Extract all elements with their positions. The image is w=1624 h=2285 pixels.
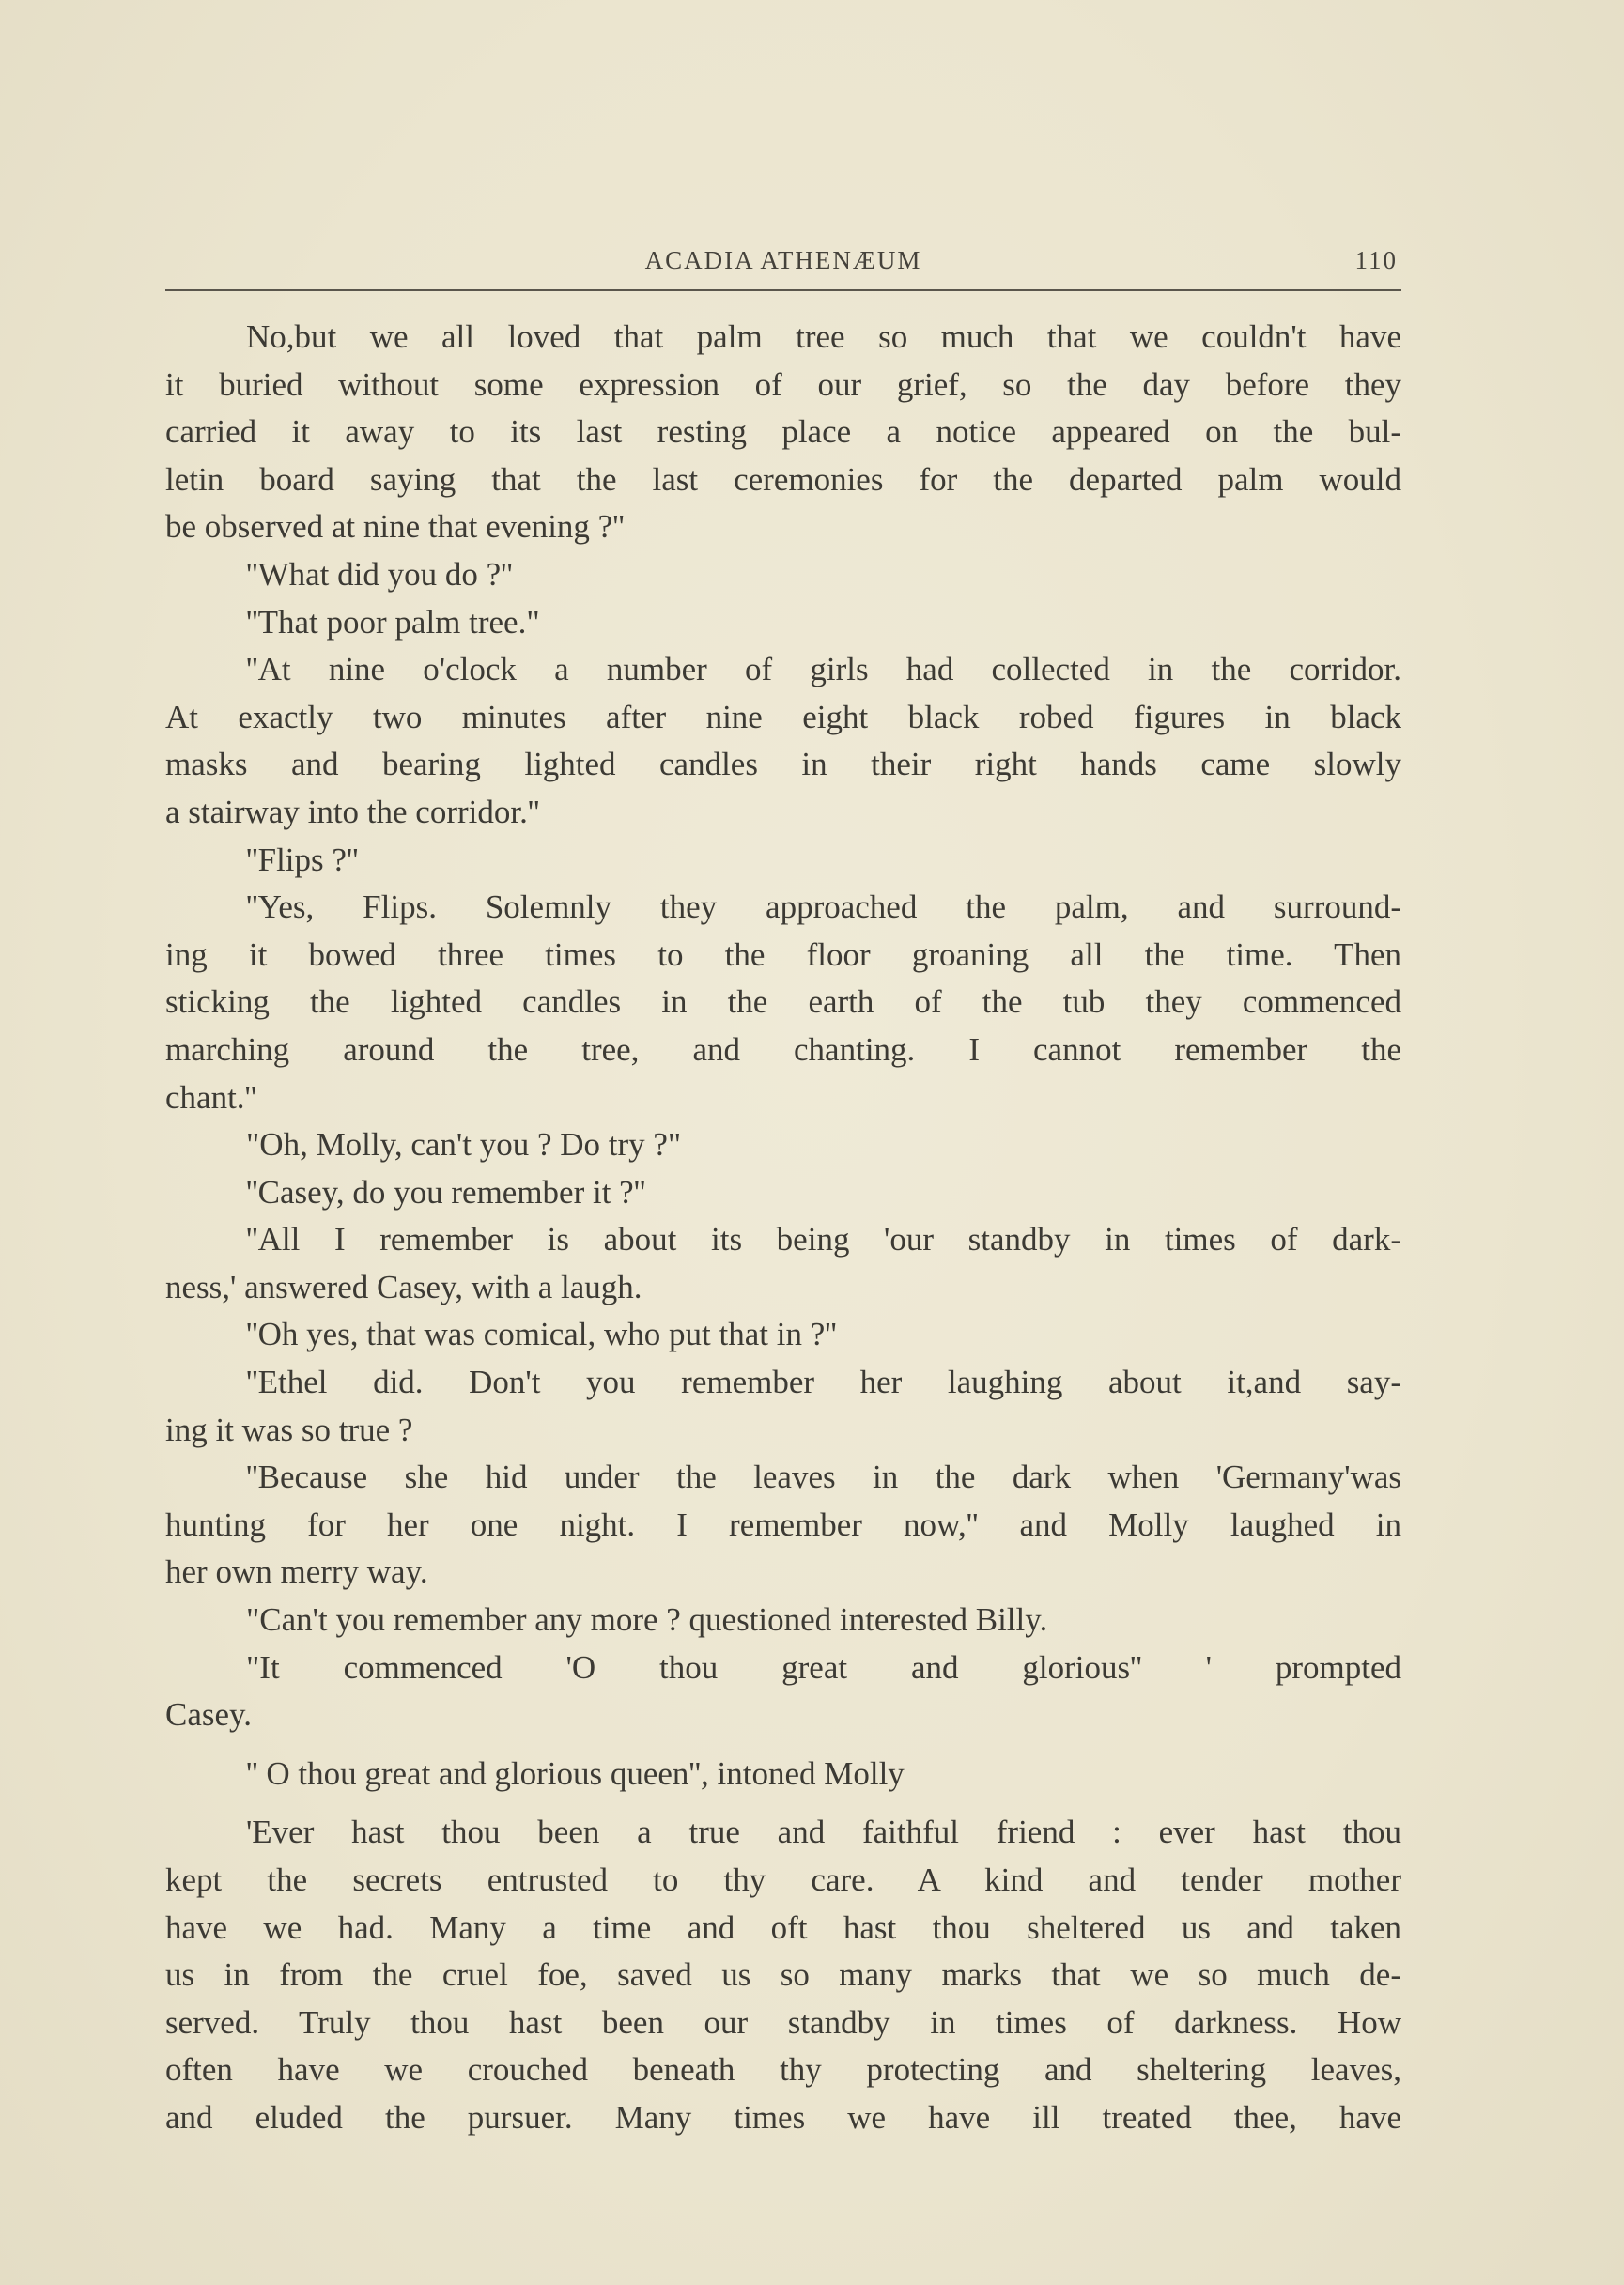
text-line: ness,' answered Casey, with a laugh. xyxy=(165,1268,642,1305)
text-line: us in from the cruel foe, saved us so many marks that we so much de- xyxy=(165,1956,1401,1994)
text-line: ''All I remember is about its being 'our standby in times of dark- xyxy=(246,1221,1401,1258)
paragraph-gap xyxy=(165,1739,1401,1751)
text-line: 'Ever hast thou been a true and faithful friend : ever hast thou xyxy=(246,1814,1401,1851)
text-line: ''That poor palm tree." xyxy=(246,603,540,641)
text-line: have we had. Many a time and oft hast thou sheltered us and taken xyxy=(165,1908,1401,1946)
text-line: often have we crouched beneath thy protecting and sheltering leaves, xyxy=(165,2051,1401,2089)
page-number: 110 xyxy=(1354,246,1398,274)
text-line: kept the secrets entrusted to thy care. A kind and tender mother xyxy=(165,1861,1401,1898)
text-line: it buried without some expression of our grief, so the day before they xyxy=(165,365,1401,403)
text-line: At exactly two minutes after nine eight black robed figures in black xyxy=(165,698,1401,735)
text-line: and eluded the pursuer. Many times we have ill treated thee, have xyxy=(165,2098,1401,2136)
paragraph-gap xyxy=(165,1798,1401,1809)
text-line: letin board saying that the last ceremonies for the departed palm would xyxy=(165,460,1401,498)
text-line: hunting for her one night. I remember now,'' and Molly laughed in xyxy=(165,1505,1401,1543)
running-head xyxy=(165,242,1401,280)
text-line: served. Truly thou hast been our standby in times of darkness. How xyxy=(165,2003,1401,2041)
text-line: ''What did you do ?'' xyxy=(246,555,513,593)
text-line: ing it was so true ? xyxy=(165,1411,413,1448)
running-title: ACADIA ATHENÆUM xyxy=(644,246,922,274)
text-line: carried it away to its last resting place a notice appeared on the bul- xyxy=(165,413,1401,451)
text-line: '' O thou great and glorious queen'', intoned Molly xyxy=(246,1754,905,1792)
text-line: ''At nine o'clock a number of girls had collected in the corridor. xyxy=(246,651,1401,688)
text-line: No,but we all loved that palm tree so much that we couldn't have xyxy=(246,318,1401,355)
text-line: sticking the lighted candles in the earth of the tub they commenced xyxy=(165,983,1401,1021)
text-line: "It commenced 'O thou great and glorious'' ' prompted xyxy=(246,1648,1401,1686)
text-line: ''Yes, Flips. Solemnly they approached the palm, and surround- xyxy=(246,888,1401,926)
text-line: her own merry way. xyxy=(165,1553,428,1591)
body-text xyxy=(165,314,1401,2142)
text-line: ''Casey, do you remember it ?'' xyxy=(246,1173,646,1211)
text-line: ing it bowed three times to the floor groaning all the time. Then xyxy=(165,935,1401,973)
text-line: chant.'' xyxy=(165,1078,257,1116)
text-line: ''Oh yes, that was comical, who put that in ?'' xyxy=(246,1316,837,1353)
text-line: Casey. xyxy=(165,1696,253,1734)
header-rule xyxy=(165,289,1401,291)
text-line: ''Flips ?'' xyxy=(246,841,359,878)
text-line: ''Because she hid under the leaves in the dark when 'Germany'was xyxy=(246,1459,1401,1496)
text-line: "Can't you remember any more ? questioned interested Billy. xyxy=(246,1601,1048,1639)
text-line: ''Ethel did. Don't you remember her laughing about it,and say- xyxy=(246,1364,1401,1401)
text-line: marching around the tree, and chanting. I cannot remember the xyxy=(165,1030,1401,1068)
text-line: be observed at nine that evening ?'' xyxy=(165,508,625,546)
text-line: a stairway into the corridor.'' xyxy=(165,793,540,830)
text-line: masks and bearing lighted candles in their right hands came slowly xyxy=(165,746,1401,783)
text-line: "Oh, Molly, can't you ? Do try ?" xyxy=(246,1126,682,1164)
